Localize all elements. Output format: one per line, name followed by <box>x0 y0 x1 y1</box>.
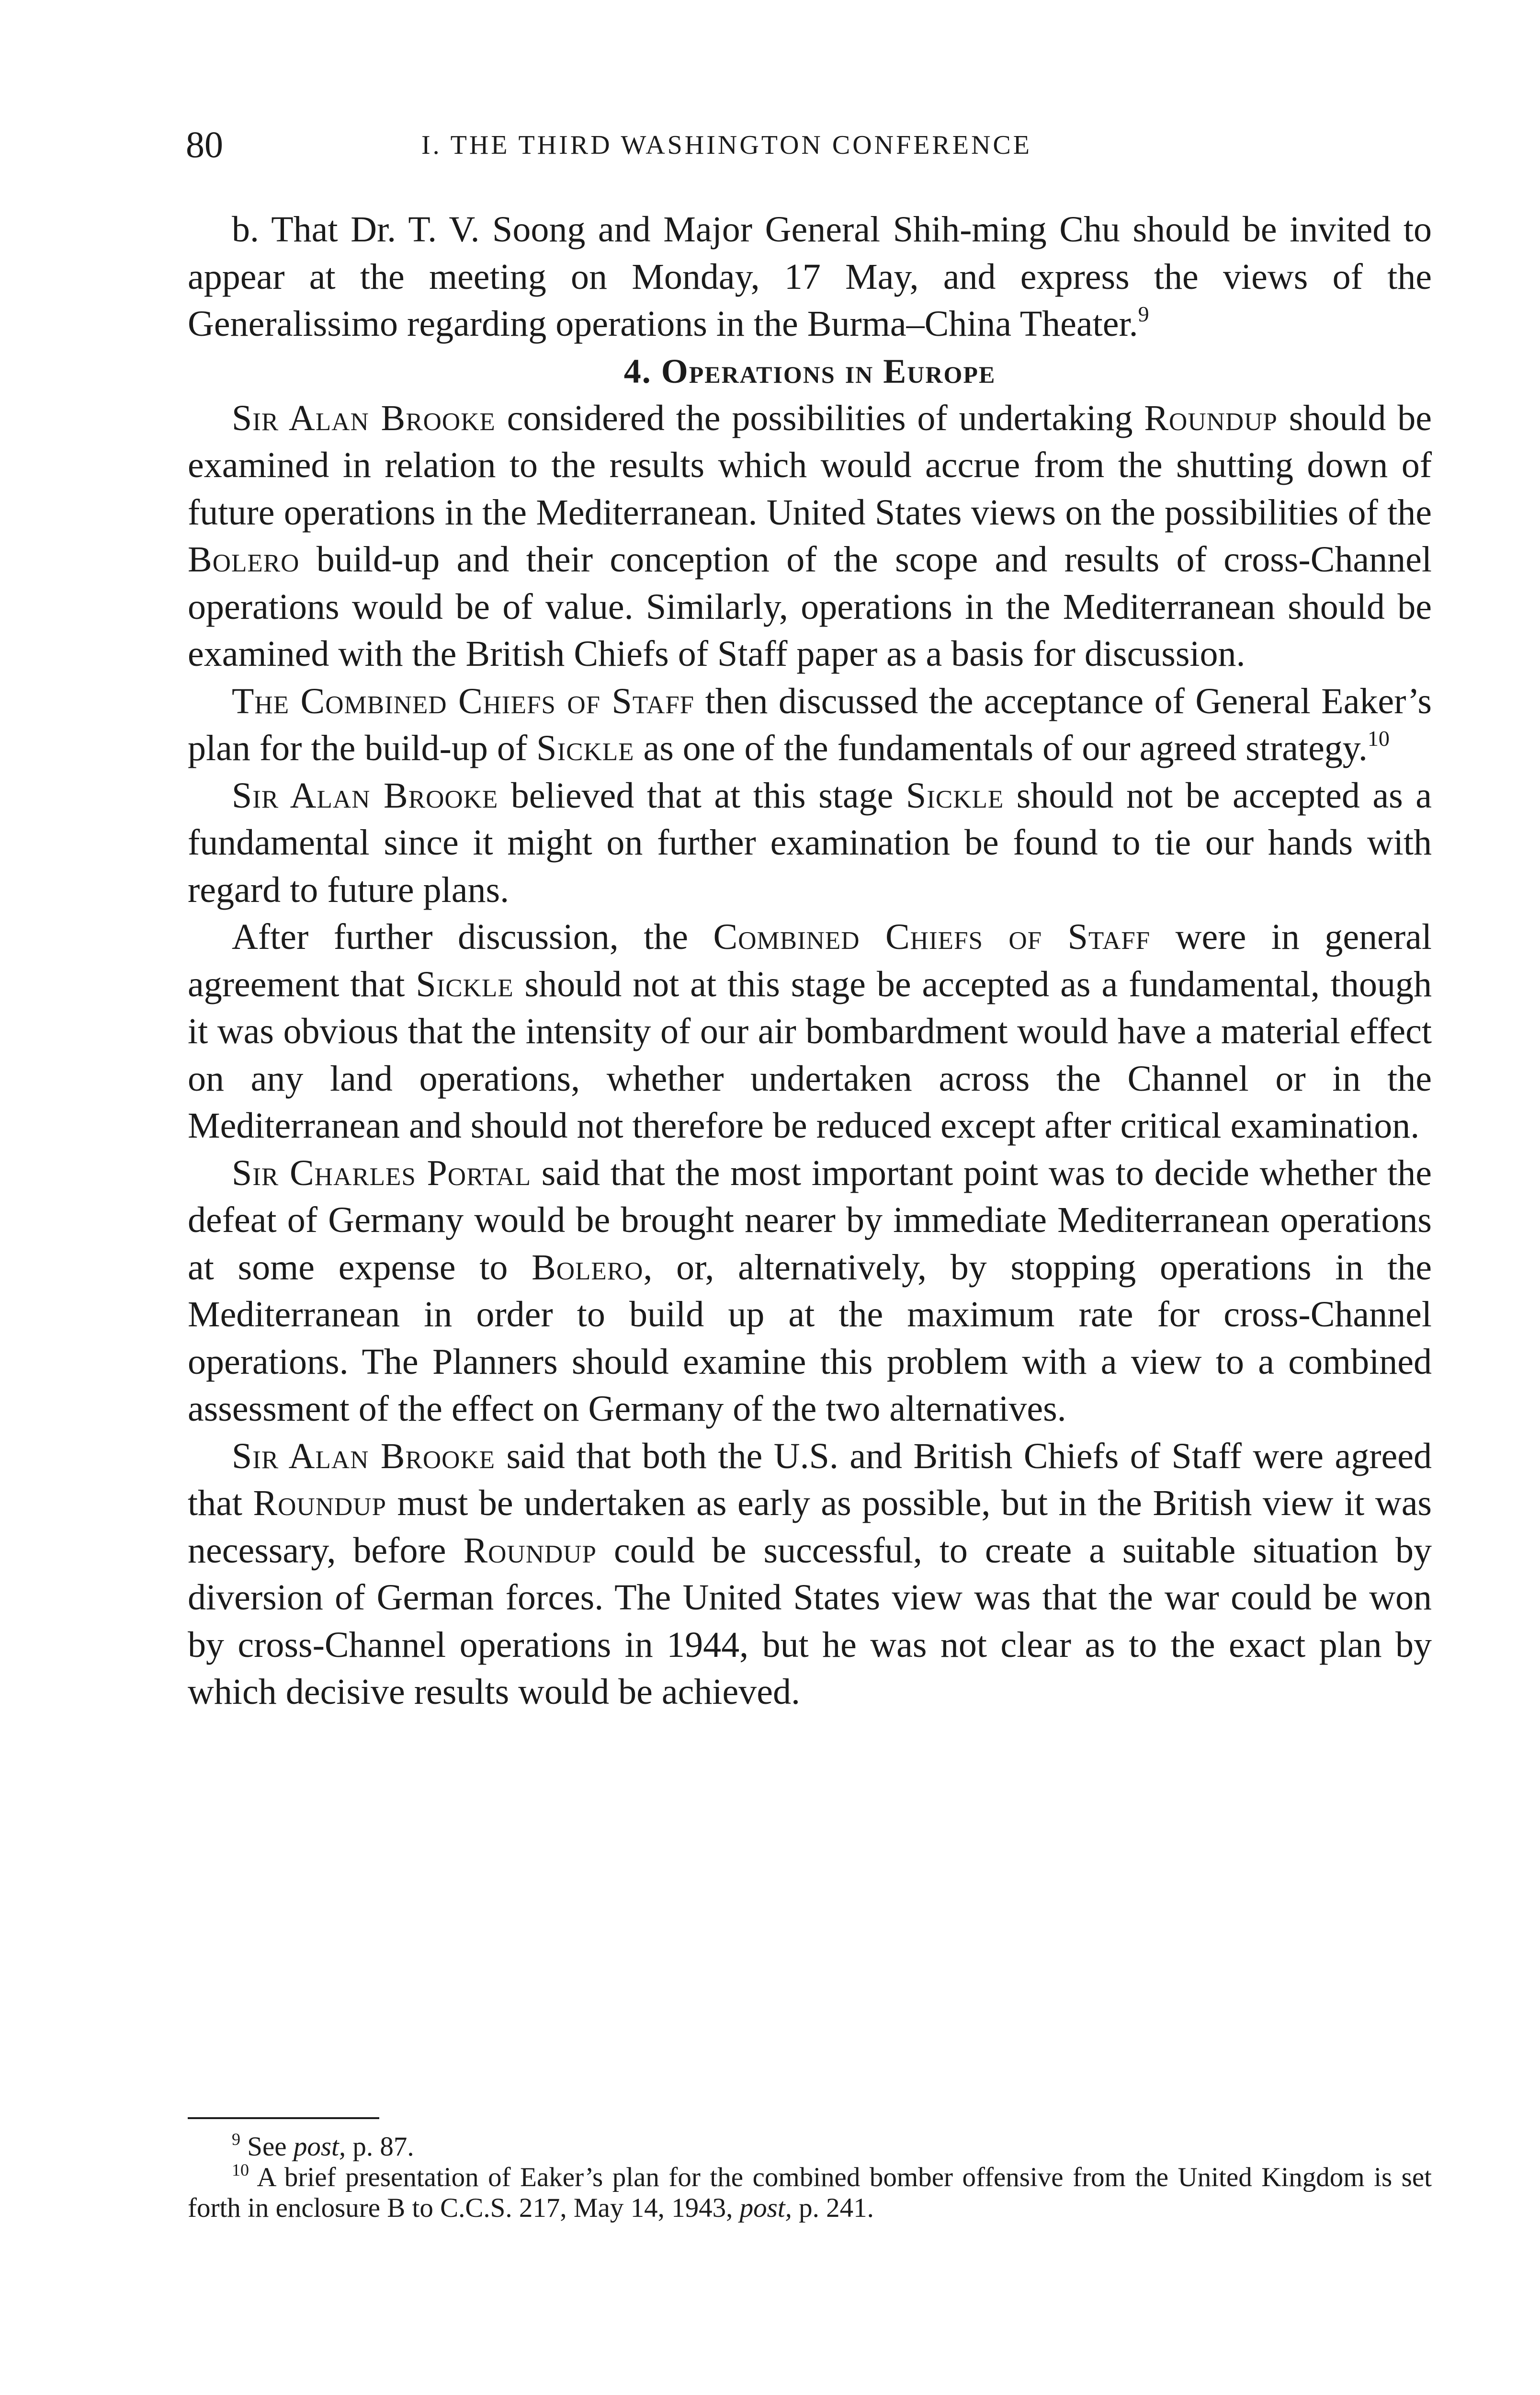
footnotes <box>188 2132 1432 2224</box>
footnote-reference: post, <box>293 2132 346 2162</box>
paragraph-text: , or, alternatively, by stopping operations in the Mediterranean in order to build up at the maximum rate for cross-Channel operations. The Planners should examine this problem with a view to a combined assessment of the effect on Germany of the two alternatives. <box>188 1247 1432 1429</box>
speaker-name: Combined Chiefs of Staff <box>713 917 1151 957</box>
operation-name: Sickle <box>416 964 514 1004</box>
operation-name: Roundup <box>1144 398 1278 438</box>
operation-name: Bolero <box>188 539 300 580</box>
paragraph-text: should not at this stage be accepted as a fundamental, though it was obvious that the intensity of our air bombardment would have a material effect on any land operations, whether undertaken across the Channel or in the Mediterranean and should not therefore be reduced except after critical examination. <box>188 964 1432 1146</box>
paragraph-text: should be examined in relation to the results which would accrue from the shutting down of future operations in the Mediterranean. United States views on the possibilities of the <box>188 398 1432 533</box>
paragraph-portal <box>188 1150 1432 1433</box>
footnote-ref-9: 9 <box>1138 302 1149 326</box>
footnote-text: A brief presentation of Eaker’s plan for the combined bomber offensive from the United Kingdom is set forth in enclosure B to C.C.S. 217, May 14, 1943, <box>188 2162 1432 2223</box>
paragraph-ccs-1 <box>188 678 1432 772</box>
page-number: 80 <box>186 124 223 165</box>
paragraph-text: must be undertaken as early as possible, but in the British view it was necessary, before <box>188 1483 1432 1571</box>
paragraph-text: believed that at this stage <box>498 775 906 816</box>
running-header <box>186 121 1431 169</box>
paragraph-text: said that both the U.S. and British Chiefs of Staff were agreed that <box>188 1436 1432 1523</box>
footnote-9 <box>188 2132 1432 2162</box>
footnote-text: p. 241. <box>792 2193 874 2223</box>
paragraph-brooke-1 <box>188 395 1432 678</box>
footnote-10 <box>188 2162 1432 2224</box>
operation-name: Bolero <box>532 1247 644 1288</box>
paragraph-brooke-3 <box>188 1433 1432 1716</box>
paragraph-text: considered the possibilities of undertaking <box>495 398 1144 438</box>
operation-name: Roundup <box>253 1483 387 1523</box>
footnote-reference: post, <box>739 2193 792 2223</box>
paragraph-ccs-2 <box>188 913 1432 1150</box>
speaker-name: Sir Alan Brooke <box>232 1436 496 1476</box>
operation-name: Roundup <box>463 1530 597 1571</box>
paragraph-text: as one of the fundamentals of our agreed strategy. <box>634 728 1368 768</box>
paragraph-b <box>188 206 1432 348</box>
section-heading: 4. Operations in Europe <box>623 352 996 390</box>
speaker-name: Sir Charles Portal <box>232 1152 532 1193</box>
operation-name: Sickle <box>536 728 634 768</box>
paragraph-text: After further discussion, the <box>232 917 713 957</box>
footnote-marker: 10 <box>232 2160 249 2179</box>
speaker-name: Sir Alan Brooke <box>232 398 496 438</box>
footnote-divider <box>188 2117 379 2119</box>
paragraph-text: could be successful, to create a suitable situation by diversion of German forces. The United States view was that the war could be won by cross-Channel operations in 1944, but he was not clear as to the exact plan by which decisive results would be achieved. <box>188 1530 1432 1712</box>
footnote-text: See <box>240 2132 294 2162</box>
body-text <box>188 206 1432 1716</box>
footnote-text: p. 87. <box>346 2132 414 2162</box>
footnote-marker: 9 <box>232 2130 240 2149</box>
footnote-ref-10: 10 <box>1367 726 1390 751</box>
paragraph-text: said that the most important point was to decide whether the defeat of Germany would be brought nearer by immediate Mediterranean operations at some expense to <box>188 1152 1432 1288</box>
paragraph-text: should not be accepted as a fundamental since it might on further examination be found to tie our hands with regard to future plans. <box>188 775 1432 910</box>
operation-name: Sickle <box>906 775 1004 816</box>
paragraph-text: then discussed the acceptance of General Eaker’s plan for the build-up of <box>188 681 1432 768</box>
paragraph-b-text: b. That Dr. T. V. Soong and Major General Shih-ming Chu should be invited to appear at the meeting on Monday, 17 May, and express the views of the Generalissimo regarding operations in the Burma–China Theater. <box>188 209 1432 344</box>
paragraph-text: build-up and their conception of the scope and results of cross-Channel operations would be of value. Similarly, operations in the Mediterranean should be examined with the British Chiefs of Staff paper as a basis for discussion. <box>188 539 1432 674</box>
speaker-name: Sir Alan Brooke <box>232 775 498 816</box>
paragraph-brooke-2 <box>188 772 1432 914</box>
paragraph-text: were in general agreement that <box>188 917 1432 1004</box>
speaker-name: The Combined Chiefs of Staff <box>232 681 695 721</box>
running-title: I. THE THIRD WASHINGTON CONFERENCE <box>421 130 1032 160</box>
